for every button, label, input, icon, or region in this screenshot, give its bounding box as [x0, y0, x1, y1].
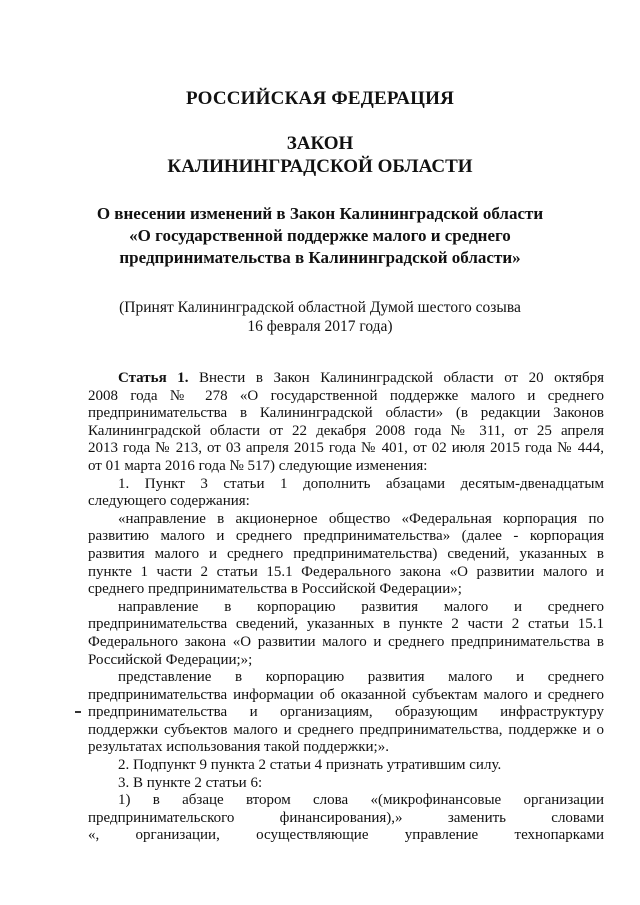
- law-title-line: предпринимательства в Калининградской области»: [119, 248, 521, 267]
- law-title: [0, 203, 640, 269]
- law-body: [88, 370, 604, 845]
- body-line-text: Внести в Закон Калининградской области от 20 октября: [199, 370, 604, 386]
- adoption-note-line: 16 февраля 2017 года): [247, 318, 393, 335]
- body-line: «направление в акционерное общество «Федеральная корпорация по: [118, 510, 604, 527]
- body-line: представление в корпорацию развития малого и среднего: [118, 669, 604, 686]
- law-heading: [0, 132, 640, 178]
- law-title-line: «О государственной поддержке малого и среднего: [129, 226, 511, 245]
- body-line: 1) в абзаце втором слова «(микрофинансовые организации: [118, 792, 604, 809]
- body-line: Российской Федерации;»;: [88, 651, 253, 668]
- body-line: предпринимательства информации об оказанной субъектам малого и среднего: [88, 686, 604, 703]
- adoption-note: [0, 298, 640, 336]
- body-line: следующего содержания:: [88, 493, 250, 510]
- body-line: предпринимательства и организациям, образующим инфраструктуру: [88, 704, 604, 721]
- adoption-note-line: (Принят Калининградской областной Думой шестого созыва: [119, 299, 521, 316]
- body-line: предпринимательского финансирования),» заменить словами: [88, 809, 604, 826]
- body-line: развития малого и среднего предпринимательства) сведений, указанных в: [88, 545, 604, 562]
- law-title-line: О внесении изменений в Закон Калининградской области: [96, 204, 544, 223]
- body-line: Калининградской области от 22 декабря 2008 года № 311, от 25 апреля: [88, 422, 604, 439]
- body-line: от 01 марта 2016 года № 517) следующие изменения:: [88, 457, 428, 474]
- article-label: Статья 1.: [118, 370, 189, 386]
- region-name: КАЛИНИНГРАДСКОЙ ОБЛАСТИ: [167, 156, 473, 177]
- body-line: направление в корпорацию развития малого и среднего: [118, 598, 604, 615]
- body-line: Федерального закона «О развитии малого и среднего предпринимательства в: [88, 633, 604, 650]
- federation-heading: РОССИЙСКАЯ ФЕДЕРАЦИЯ: [185, 88, 455, 109]
- body-line: «, организации, осуществляющие управление технопарками: [88, 827, 604, 844]
- body-line: 1. Пункт 3 статьи 1 дополнить абзацами десятым-двенадцатым: [118, 475, 604, 492]
- body-line: среднего предпринимательства в Российской Федерации»;: [88, 581, 462, 598]
- margin-dash-mark: [75, 711, 81, 713]
- body-line: предпринимательства сведений, указанных в пункте 2 части 2 статьи 15.1: [88, 616, 604, 633]
- body-line: пункте 1 части 2 статьи 15.1 Федерального закона «О развитии малого и: [88, 563, 604, 580]
- body-line: 2008 года № 278 «О государственной поддержке малого и среднего: [88, 387, 604, 404]
- body-line: результатах использования такой поддержки;».: [88, 739, 389, 756]
- body-line: 2013 года № 213, от 03 апреля 2015 года № 401, от 02 июля 2015 года № 444,: [88, 440, 604, 457]
- body-line: развитию малого и среднего предпринимательства» (далее - корпорация: [88, 528, 604, 545]
- body-line: [88, 370, 604, 388]
- body-line: поддержки субъектов малого и среднего предпринимательства, поддержке и о: [88, 721, 604, 738]
- body-line: 3. В пункте 2 статьи 6:: [118, 774, 263, 791]
- law-word: ЗАКОН: [286, 133, 354, 154]
- body-line: 2. Подпункт 9 пункта 2 статьи 4 признать утратившим силу.: [118, 757, 502, 774]
- body-line: предпринимательства в Калининградской области» (в редакции Законов: [88, 405, 604, 422]
